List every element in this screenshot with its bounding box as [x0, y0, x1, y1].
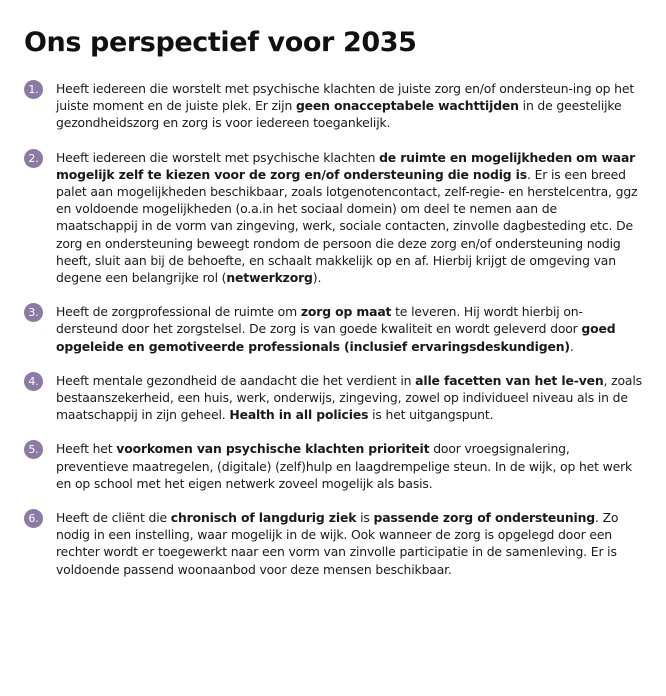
text-segment: , zoals bestaanszekerheid, een huis, werk, onderwijs, zingeving, zowel op individueel niveau als in de maatschappij in zijn geheel.	[56, 372, 642, 423]
item-text	[56, 81, 634, 130]
text-segment: . Er is een breed palet aan mogelijkheden beschikbaar, zoals lotgenotencontact, zelf-regie- en herstelcentra, ggz en voldoende mogelijkheden (o.a.in het sociaal domein) om deel te nemen aan de maatschappij in de vorm van zingeving, werk, sociale contacten, zinvolle dagbesteding etc. De zorg en ondersteuning beweegt rondom de persoon die deze zorg en/of ondersteuning nodig heeft, sluit aan bij de behoefte, en schaalt makkelijk op en af. Hierbij krijgt de omgeving van degene een belangrijke rol (	[56, 166, 638, 286]
text-segment: .	[569, 338, 574, 354]
list-item	[24, 149, 642, 287]
number-badge: 5.	[24, 440, 43, 459]
number-badge: 4.	[24, 372, 43, 391]
bold-segment: passende zorg of ondersteuning	[373, 510, 596, 526]
text-segment: Heeft de zorgprofessional de ruimte om	[56, 304, 301, 320]
text-segment: in de geestelijke gezondheidszorg en zorg is voor iedereen toegankelijk.	[56, 98, 622, 131]
text-segment: Heeft de cliënt die	[56, 510, 171, 526]
bold-segment: zorg op maat	[300, 304, 392, 320]
bold-segment: voorkomen van psychische klachten prioriteit	[116, 441, 430, 457]
item-text	[56, 150, 637, 285]
text-segment: ).	[312, 270, 322, 286]
list-item	[24, 303, 642, 355]
text-segment: is het uitgangspunt.	[368, 407, 494, 423]
item-text	[56, 373, 642, 422]
text-segment: te leveren. Hij wordt hierbij on-dersteund door het zorgstelsel. De zorg is van goede kwaliteit en wordt geleverd door	[56, 304, 583, 337]
bold-segment: geen onacceptabele wachttijden	[295, 98, 519, 114]
bold-segment: alle facetten van het le-ven	[415, 372, 604, 388]
number-badge: 1.	[24, 80, 43, 99]
perspective-list	[24, 80, 642, 578]
text-segment: Heeft iedereen die worstelt met psychische klachten	[56, 149, 380, 165]
bold-segment: Health in all policies	[229, 407, 369, 423]
page-title: Ons perspectief voor 2035	[24, 27, 417, 58]
list-item	[24, 80, 642, 132]
list-item	[24, 440, 642, 492]
item-text	[56, 304, 615, 353]
text-segment: is	[356, 510, 374, 526]
text-segment: Heeft iedereen die worstelt met psychische klachten de juiste zorg en/of ondersteun-ing op het juiste moment en de juiste plek. Er zijn	[56, 81, 635, 114]
number-badge: 2.	[24, 149, 43, 168]
list-item	[24, 509, 642, 578]
number-badge: 6.	[24, 509, 43, 528]
bold-segment: de ruimte en mogelijkheden om waar mogelijk zelf te kiezen voor de zorg en/of ondersteuning die nodig is	[56, 149, 636, 182]
item-text	[56, 510, 618, 577]
text-segment: Heeft het	[56, 441, 117, 457]
text-segment: Heeft mentale gezondheid de aandacht die het verdient in	[56, 372, 416, 388]
list-item	[24, 372, 642, 424]
number-badge: 3.	[24, 303, 43, 322]
bold-segment: chronisch of langdurig ziek	[170, 510, 357, 526]
text-segment: door vroegsignalering, preventieve maatregelen, (digitale) (zelf)hulp en laagdrempelige steun. In de wijk, op het werk en op school met het eigen netwerk zoveel mogelijk als basis.	[56, 441, 633, 491]
text-segment: . Zo nodig in een instelling, waar mogelijk in de wijk. Ook wanneer de zorg is opgelegd door een rechter wordt er toegewerkt naar een vorm van zinvolle participatie in de samenleving. Er is voldoende passend woonaanbod voor deze mensen beschikbaar.	[56, 510, 619, 577]
bold-segment: netwerkzorg	[226, 270, 313, 286]
item-text	[56, 441, 632, 490]
bold-segment: goed opgeleide en gemotiveerde professionals (inclusief ervaringsdeskundigen)	[56, 321, 616, 354]
